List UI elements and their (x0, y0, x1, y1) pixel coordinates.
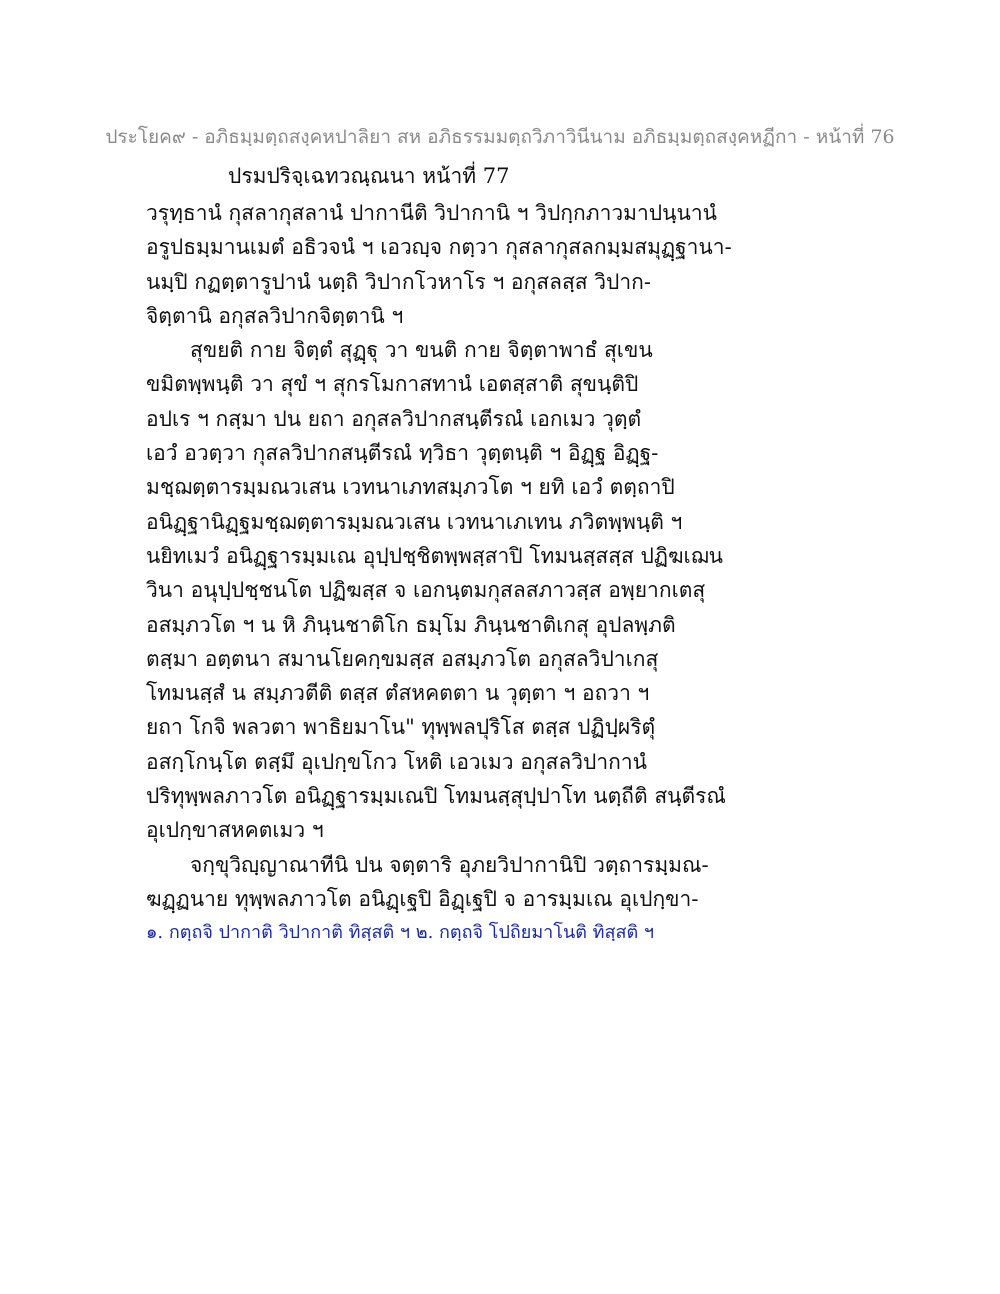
text-line: อสกฺโกนฺโต ตสฺมึ อุเปกฺขโกว โหติ เอวเมว อกุสลวิปากานํ (146, 749, 648, 774)
text-line: นมฺปิ กฏตฺตารูปานํ นตฺถิ วิปากโวหาโร ฯ อกุสลสฺส วิปาก- (146, 269, 651, 294)
text-line: นยิทเมวํ อนิฏฺฐารมฺมเณ อุปฺปชฺชิตพฺพสฺสาปิ โทมนสฺสสฺส ปฏิฆเฌน (146, 543, 724, 568)
text-line: วินา อนุปฺปชฺชนโต ปฏิฆสฺส จ เอกนฺตมกุสลสภาวสฺส อพฺยากเตสุ (146, 578, 706, 603)
text-line: ตสฺมา อตฺตนา สมานโยคกฺขมสฺส อสมฺภวโต อกุสลวิปาเกสุ (146, 646, 659, 671)
text-line: ปริทุพฺพลภาวโต อนิฏฺฐารมฺมเณปิ โทมนสฺสุปฺปาโท นตฺถีติ สนฺตีรณํ (146, 784, 726, 809)
text-line: มชฺฌตฺตารมฺมณวเสน เวทนาเภทสมฺภวโต ฯ ยทิ เอวํ ตตฺถาปิ (146, 475, 675, 500)
text-line: ฆฏฺฏนาย ทุพฺพลภาวโต อนิฏฺเฐปิ อิฏฺเฐปิ จ อารมฺมเณ อุเปกฺขา- (146, 886, 699, 911)
text-line: ยถา โกจิ พลวตา พาธิยมาโน" ทุพฺพลปุริโส ตสฺส ปฏิปฺผริตุํ (146, 715, 656, 740)
text-line: อสมฺภวโต ฯ น หิ ภินฺนชาติโก ธมฺโม ภินฺนชาติเกสุ อุปลพฺภติ (146, 612, 676, 637)
running-header: ประโยค๙ - อภิธมฺมตฺถสงฺคหปาลิยา สห อภิธรรมมตฺถวิภาวินีนาม อภิธมฺมตฺถสงฺคหฏีกา - หน้าที่ 76 (105, 126, 895, 148)
text-line: อุเปกฺขาสหคตเมว ฯ (146, 818, 324, 843)
section-title: ปรมปริจฺเฉทวณฺณนา หน้าที่ 77 (228, 164, 510, 188)
text-line: โทมนสฺสํ น สมฺภวตีติ ตสฺส ตํสหคตตา น วุตฺตา ฯ อถวา ฯ (146, 681, 650, 706)
text-line: อปเร ฯ กสฺมา ปน ยถา อกุสลวิปากสนฺตีรณํ เอกเมว วุตฺตํ (146, 406, 642, 431)
text-line: จิตฺตานิ อกุสลวิปากจิตฺตานิ ฯ (146, 303, 404, 328)
paragraph-first-line: จกฺขุวิญฺญาณาทีนิ ปน จตฺตาริ อุภยวิปากานิปิ วตฺถารมฺมณ- (190, 852, 709, 877)
text-line: อนิฏฺฐานิฏฺฐมชฺฌตฺตารมฺมณวเสน เวทนาเภเทน ภวิตพฺพนฺติ ฯ (146, 509, 683, 534)
text-line: ขมิตพฺพนฺติ วา สุขํ ฯ สุกรโมกาสทานํ เอตสฺสาติ สุขนฺติปิ (146, 372, 639, 397)
text-line: เอวํ อวตฺวา กุสลวิปากสนฺตีรณํ ทฺวิธา วุตฺตนฺติ ฯ อิฏฺฐ อิฏฺฐ- (146, 441, 659, 466)
text-line: วรุทฺธานํ กุสลากุสลานํ ปากานีติ วิปากานิ ฯ วิปกฺกภาวมาปนฺนานํ (146, 201, 717, 225)
paragraph-first-line: สุขยติ กาย จิตฺตํ สุฏฺฐุ วา ขนติ กาย จิตฺตาพาธํ สุเขน (190, 338, 653, 363)
text-line: อรูปธมฺมานเมตํ อธิวจนํ ฯ เอวญฺจ กตฺวา กุสลากุสลกมฺมสมุฏฺฐานา- (146, 235, 732, 260)
body-text (146, 196, 732, 950)
footnote: ๑. กตฺถจิ ปากาติ วิปากาติ ทิสฺสติ ฯ ๒. กตฺถจิ โปถิยมาโนติ ทิสฺสติ ฯ (146, 922, 655, 944)
